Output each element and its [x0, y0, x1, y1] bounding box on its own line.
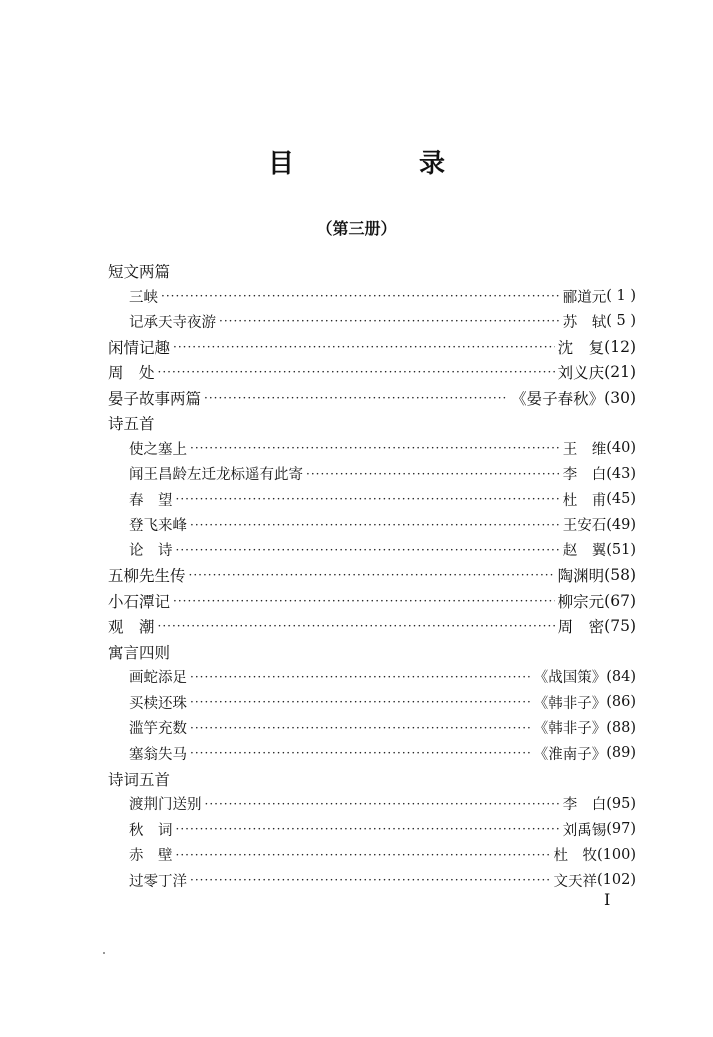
toc-entry-title: 秋 词: [129, 822, 173, 839]
toc-entry-page: (30): [604, 388, 636, 407]
toc-entry: [108, 563, 636, 588]
toc-entry-page: (95): [606, 795, 636, 812]
toc-entry: [108, 487, 636, 512]
dot-leader: [176, 543, 560, 557]
toc-entry-page: (40): [606, 440, 636, 457]
toc-entry-author: 《战国策》: [533, 670, 607, 687]
toc-entry-page: (88): [606, 719, 636, 736]
toc-entry-author: 王 维: [562, 441, 607, 458]
dot-leader: [205, 797, 560, 811]
toc-section-heading: [108, 410, 636, 435]
toc-entry-page: ( 5 ): [606, 313, 636, 330]
toc-section-heading: [108, 258, 636, 283]
toc-entry-title: 诗词五首: [108, 770, 171, 789]
toc-entry-title: 登飞来峰: [129, 518, 187, 535]
dot-leader: [176, 848, 551, 862]
toc-entry: [108, 283, 636, 308]
toc-entry-author: 苏 轼: [562, 314, 607, 331]
toc-entry: [108, 436, 636, 461]
toc-entry: [108, 588, 636, 613]
toc-entry-author: 刘义庆: [557, 364, 605, 383]
toc-entry: [108, 867, 636, 892]
dot-leader: [190, 721, 531, 735]
toc-entry: [108, 309, 636, 334]
toc-entry: [108, 817, 636, 842]
toc-entry: [108, 385, 636, 410]
toc-entry-page: (67): [604, 591, 636, 610]
toc-entry-title: 短文两篇: [108, 262, 171, 281]
toc-entry-page: (49): [606, 516, 636, 533]
toc-entry-author: 《淮南子》: [533, 746, 607, 763]
dot-leader: [190, 746, 531, 760]
toc-entry-page: (58): [604, 566, 636, 585]
toc-entry-title: 画蛇添足: [129, 670, 187, 687]
toc-entry-author: 柳宗元: [557, 592, 605, 611]
volume-subtitle: （第三册）: [316, 219, 397, 238]
toc-entry-title: 买椟还珠: [129, 695, 187, 712]
toc-entry: [108, 613, 636, 638]
toc-entry-page: (12): [604, 337, 636, 356]
table-of-contents: [108, 258, 636, 893]
toc-entry: [108, 791, 636, 816]
toc-entry-title: 寓言四则: [108, 643, 171, 662]
toc-entry-author: 刘禹锡: [562, 822, 607, 839]
toc-entry-page: (21): [604, 363, 636, 382]
dot-leader: [173, 340, 555, 354]
toc-entry: [108, 842, 636, 867]
toc-entry-author: 沈 复: [557, 338, 605, 357]
toc-entry: [108, 512, 636, 537]
dot-leader: [219, 314, 560, 328]
toc-entry: [108, 537, 636, 562]
dot-leader: [306, 467, 560, 481]
dot-leader: [190, 695, 531, 709]
page-title: 目 录: [267, 149, 504, 179]
toc-entry-page: (43): [606, 465, 636, 482]
dot-leader: [204, 391, 508, 405]
toc-entry-page: (97): [606, 821, 636, 838]
toc-section-heading: [108, 766, 636, 791]
toc-entry: [108, 740, 636, 765]
toc-entry-author: 周 密: [557, 618, 605, 637]
toc-entry-author: 赵 翼: [562, 543, 607, 560]
toc-entry: [108, 664, 636, 689]
toc-entry-author: 《韩非子》: [533, 695, 607, 712]
toc-section-heading: [108, 639, 636, 664]
toc-entry-page: (75): [604, 617, 636, 636]
toc-entry-title: 记承天寺夜游: [129, 314, 216, 331]
toc-entry-title: 闻王昌龄左迁龙标遥有此寄: [129, 467, 303, 484]
toc-entry: [108, 334, 636, 359]
toc-entry: [108, 715, 636, 740]
toc-entry-author: 《晏子春秋》: [511, 389, 605, 408]
toc-entry-page: (86): [606, 694, 636, 711]
toc-entry-title: 春 望: [129, 492, 173, 509]
toc-entry-author: 杜 牧: [553, 848, 597, 865]
toc-entry-title: 晏子故事两篇: [108, 389, 202, 408]
toc-entry-title: 观 潮: [108, 618, 155, 637]
toc-entry-title: 闲情记趣: [108, 338, 171, 357]
dot-leader: [190, 518, 560, 532]
toc-entry: [108, 690, 636, 715]
dot-leader: [158, 365, 555, 379]
toc-entry-page: (100): [597, 846, 636, 863]
dot-leader: [173, 594, 555, 608]
toc-entry-title: 周 处: [108, 364, 155, 383]
scan-speck: [103, 952, 105, 954]
toc-entry-page: (51): [606, 541, 636, 558]
toc-entry-author: 郦道元: [562, 289, 607, 306]
toc-entry-author: 李 白: [562, 467, 607, 484]
toc-entry-title: 诗五首: [108, 415, 155, 434]
page-number: I: [604, 890, 611, 909]
toc-entry-page: (45): [606, 491, 636, 508]
toc-entry-title: 滥竽充数: [129, 721, 187, 738]
toc-entry-title: 赤 壁: [129, 848, 173, 865]
toc-entry-page: (102): [597, 872, 636, 889]
dot-leader: [161, 289, 560, 303]
dot-leader: [190, 441, 560, 455]
toc-entry: [108, 461, 636, 486]
dot-leader: [190, 670, 531, 684]
dot-leader: [176, 822, 560, 836]
toc-entry-author: 文天祥: [553, 873, 597, 890]
dot-leader: [189, 568, 555, 582]
toc-entry-author: 陶渊明: [557, 567, 605, 586]
toc-entry-author: 李 白: [562, 797, 607, 814]
toc-entry-author: 王安石: [562, 518, 607, 535]
toc-entry-page: (89): [606, 745, 636, 762]
dot-leader: [176, 492, 560, 506]
toc-entry-title: 三峡: [129, 289, 158, 306]
toc-entry-title: 使之塞上: [129, 441, 187, 458]
toc-entry-title: 五柳先生传: [108, 567, 186, 586]
dot-leader: [190, 873, 551, 887]
toc-entry-author: 《韩非子》: [533, 721, 607, 738]
toc-entry-author: 杜 甫: [562, 492, 607, 509]
toc-entry-title: 过零丁洋: [129, 873, 187, 890]
dot-leader: [158, 619, 555, 633]
toc-entry-title: 论 诗: [129, 543, 173, 560]
toc-entry-title: 塞翁失马: [129, 746, 187, 763]
toc-entry-page: ( 1 ): [606, 288, 636, 305]
toc-entry-title: 小石潭记: [108, 592, 171, 611]
toc-entry-page: (84): [606, 668, 636, 685]
toc-entry-title: 渡荆门送别: [129, 797, 202, 814]
toc-entry: [108, 360, 636, 385]
